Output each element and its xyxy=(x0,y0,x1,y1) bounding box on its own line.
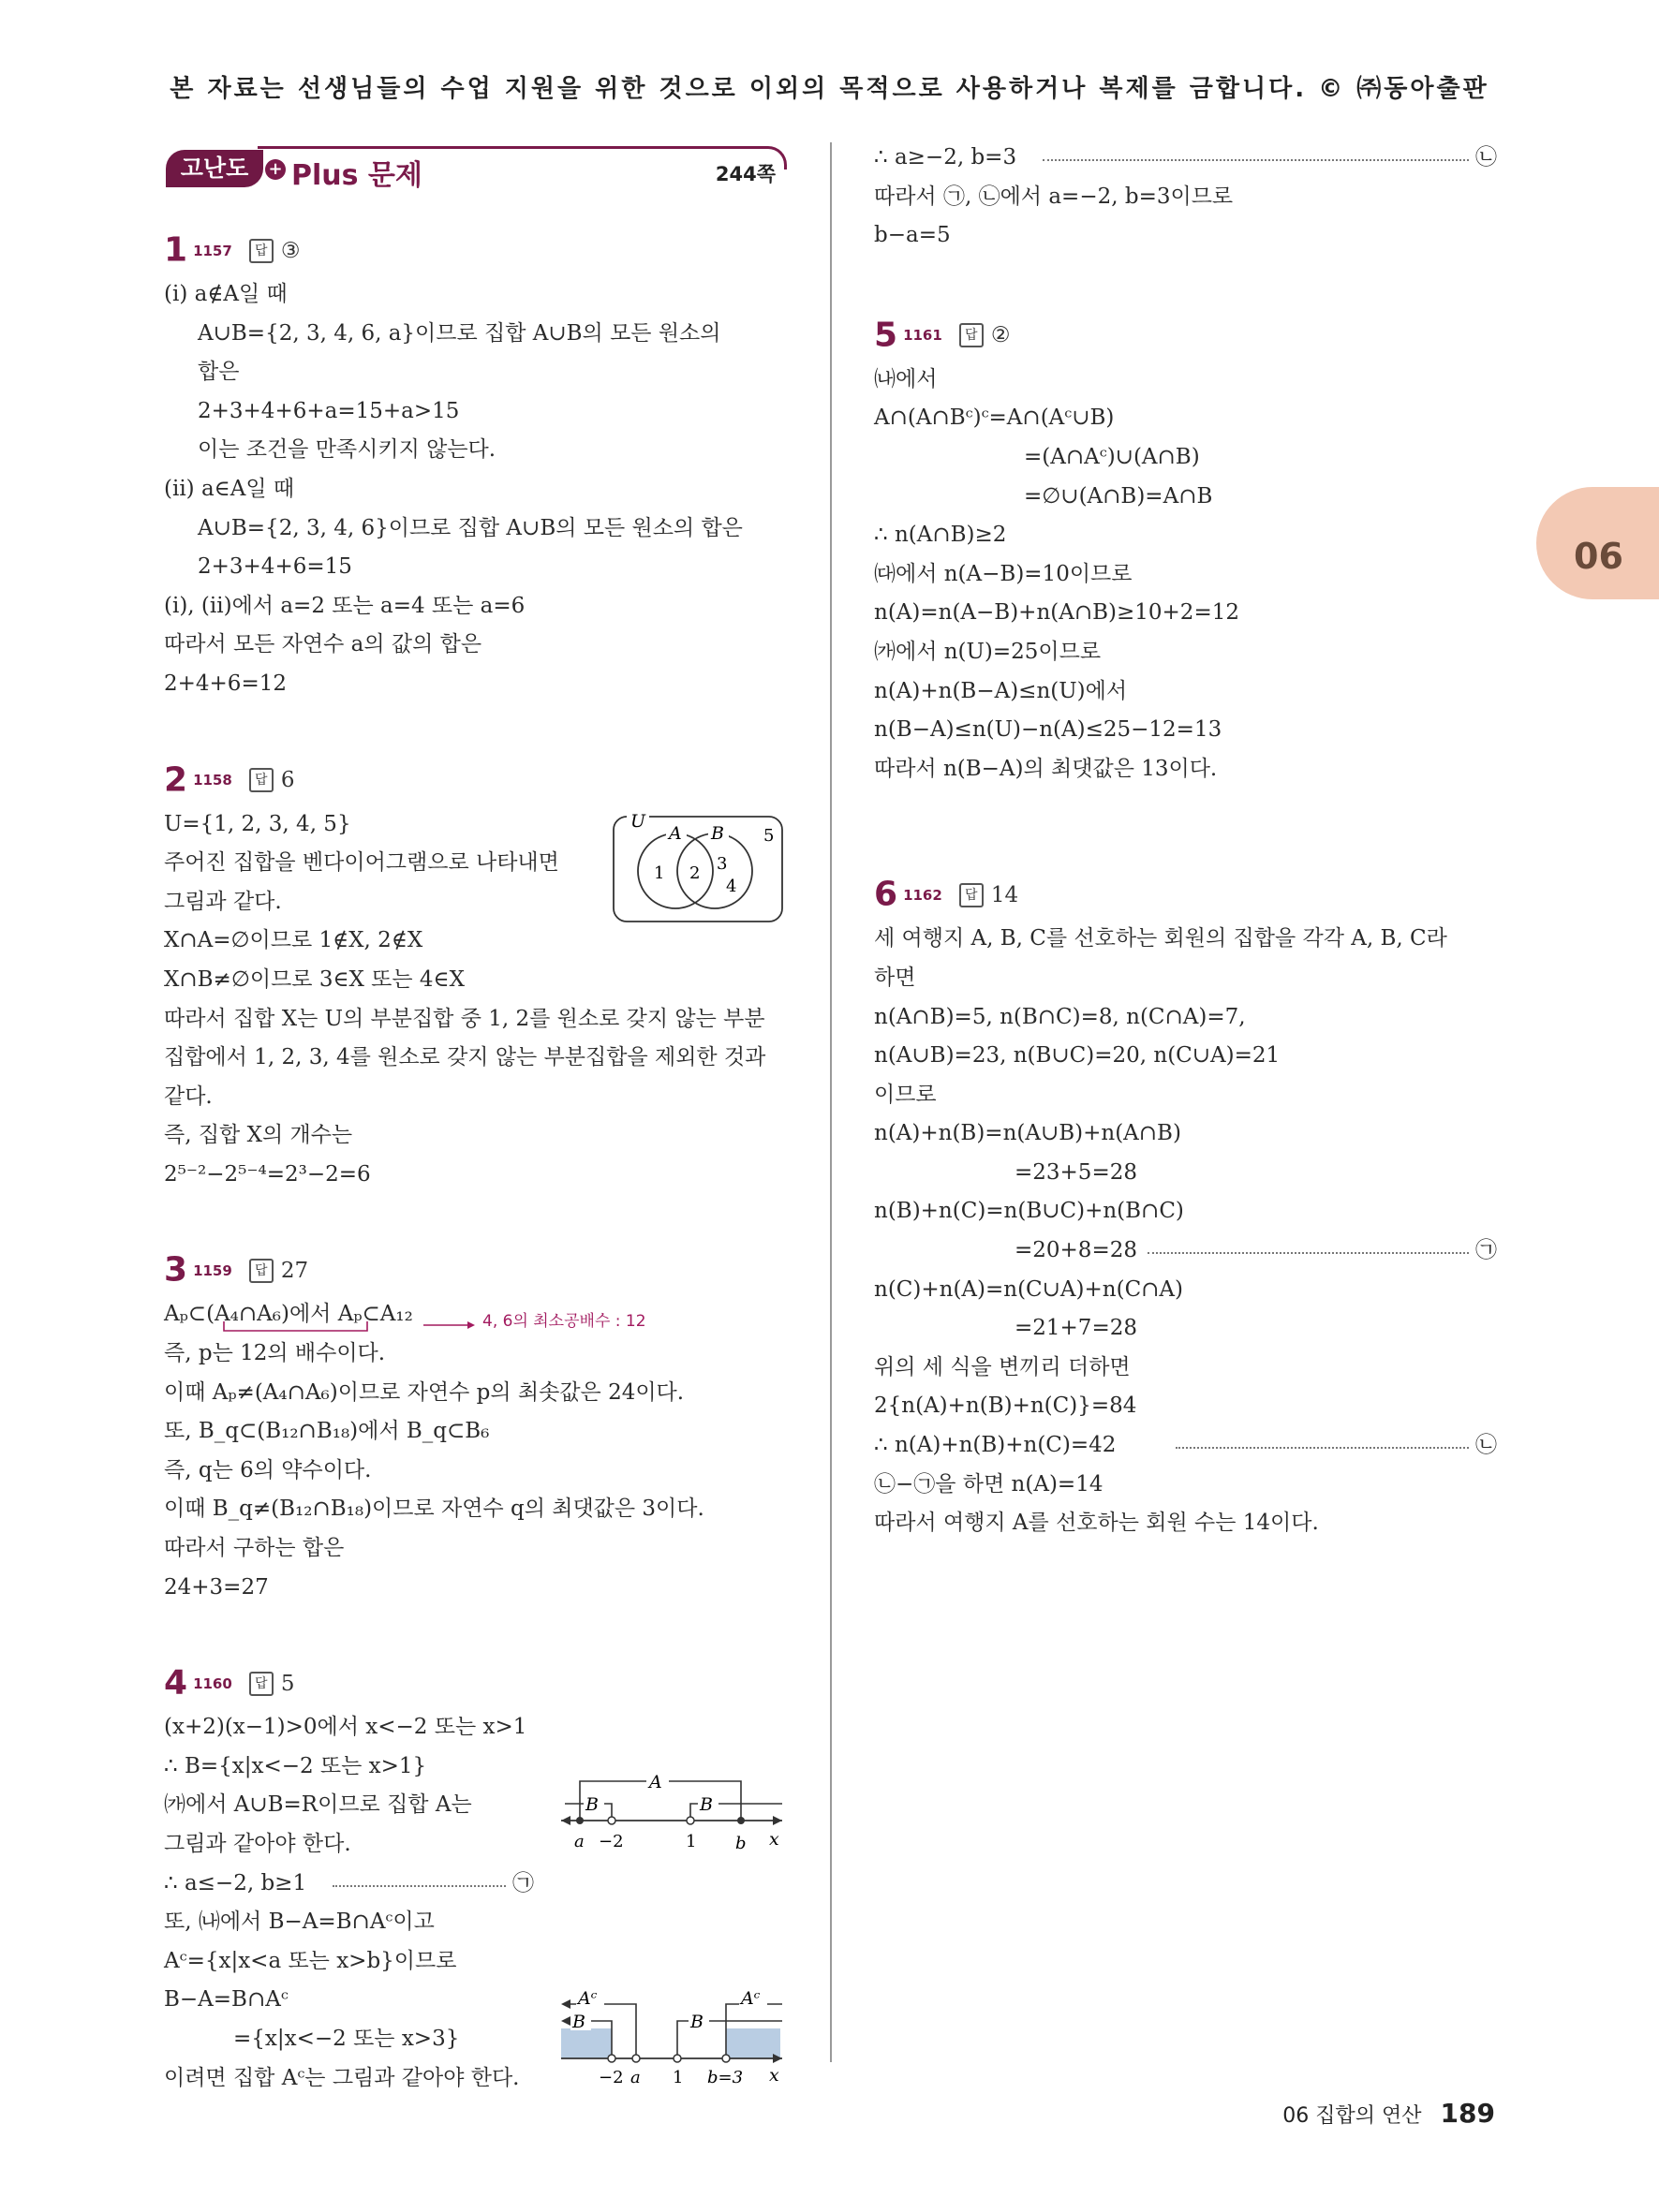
solution-line: 2{n(A)+n(B)+n(C)}=84 xyxy=(874,1394,1137,1419)
leader-dots xyxy=(1148,1252,1469,1254)
solution-line: ∴ a≤−2, b≥1 xyxy=(164,1870,307,1895)
problem-3 xyxy=(164,1246,787,1607)
problem-code: 1161 xyxy=(903,327,942,345)
solution-line: 합은 xyxy=(198,360,240,385)
solution-line: 주어진 집합을 벤다이어그램으로 나타내면 xyxy=(164,850,559,876)
solution-line: =∅∪(A∩B)=A∩B xyxy=(1024,483,1213,509)
solution-line-row xyxy=(164,1865,534,1904)
solution-line: (i) a∉A일 때 xyxy=(164,282,288,306)
solution-line: ㈏에서 xyxy=(874,366,938,391)
answer-icon: 답 xyxy=(959,883,984,907)
solution-line: (x+2)(x−1)>0에서 x<−2 또는 x>1 xyxy=(164,1715,527,1740)
solution-line: 위의 세 식을 변끼리 더하면 xyxy=(874,1354,1131,1379)
problem-answer: 6 xyxy=(280,768,295,793)
solution-line: 따라서 모든 자연수 a의 값의 합은 xyxy=(164,632,482,657)
solution-line: 2⁵⁻²−2⁵⁻⁴=2³−2=6 xyxy=(164,1161,371,1187)
solution-line-row xyxy=(874,1231,1497,1271)
problem-6 xyxy=(874,871,1497,1543)
leader-dots xyxy=(1176,1447,1469,1449)
solution-line: A∪B={2, 3, 4, 6}이므로 집합 A∪B의 모든 원소의 합은 xyxy=(198,515,743,540)
fig-label: B xyxy=(572,2012,585,2033)
annotation-note: 4, 6의 최소공배수 : 12 xyxy=(482,1312,646,1332)
solution-line: n(A)+n(B−A)≤n(U)에서 xyxy=(874,678,1128,703)
fig-axis-label: x xyxy=(769,1829,779,1851)
answer-icon: 답 xyxy=(249,768,274,792)
fig-label: B xyxy=(585,1794,599,1816)
problem-code: 1162 xyxy=(903,886,942,904)
solution-line: ㈎에서 n(U)=25이므로 xyxy=(874,639,1102,664)
chapter-tab xyxy=(1536,487,1659,599)
solution-line: ㈎에서 A∪B=R이므로 집합 A는 xyxy=(164,1792,472,1818)
venn-element: 1 xyxy=(654,863,665,883)
solution-line: U={1, 2, 3, 4, 5} xyxy=(164,811,351,836)
chapter-tab-label: 06 xyxy=(1574,536,1623,577)
solution-line: ㈐에서 n(A−B)=10이므로 xyxy=(874,561,1133,586)
solution-line-row xyxy=(164,1295,787,1335)
solution-line: 세 여행지 A, B, C를 선호하는 회원의 집합을 각각 A, B, C라 xyxy=(874,926,1447,951)
venn-element: 3 xyxy=(717,853,728,874)
solution-line: (i), (ii)에서 a=2 또는 a=4 또는 a=6 xyxy=(164,593,526,618)
problem-number: 1 xyxy=(164,230,188,270)
solution-line: n(B−A)≤n(U)−n(A)≤25−12=13 xyxy=(874,717,1222,743)
solution-line: Aₚ⊂(A₄∩A₆)에서 Aₚ⊂A₁₂ xyxy=(164,1302,413,1327)
problem-code: 1157 xyxy=(193,242,232,259)
solution-line: 이므로 xyxy=(874,1082,937,1107)
solution-line: ㉡−㉠을 하면 n(A)=14 xyxy=(874,1471,1104,1497)
solution-line: 따라서 n(B−A)의 최댓값은 13이다. xyxy=(874,756,1218,781)
solution-line: 즉, p는 12의 배수이다. xyxy=(164,1341,386,1366)
solution-line: =(A∩Aᶜ)∪(A∩B) xyxy=(1024,444,1200,469)
problem-1 xyxy=(164,227,787,704)
solution-line: 또, B_q⊂(B₁₂∩B₁₈)에서 B_q⊂B₆ xyxy=(164,1419,490,1444)
fig-label: B xyxy=(700,1794,713,1816)
plus-icon: + xyxy=(265,159,286,180)
solution-line: n(C)+n(A)=n(C∪A)+n(C∩A) xyxy=(874,1276,1184,1302)
solution-line: A∩(A∩Bᶜ)ᶜ=A∩(Aᶜ∪B) xyxy=(874,406,1115,431)
column-divider xyxy=(830,142,832,2062)
solution-line: X∩B≠∅이므로 3∈X 또는 4∈X xyxy=(164,966,465,992)
solution-line: =20+8=28 xyxy=(1015,1238,1137,1263)
solution-line: =21+7=28 xyxy=(1015,1316,1137,1341)
problem-answer: 5 xyxy=(280,1671,295,1696)
header-title: Plus 문제 xyxy=(291,159,422,192)
fig-tick: −2 xyxy=(599,1832,624,1852)
problem-code: 1158 xyxy=(193,772,232,789)
problem-head xyxy=(164,757,787,804)
problem-head xyxy=(874,312,1497,359)
venn-element: 4 xyxy=(726,876,737,896)
solution-line: 즉, 집합 X의 개수는 xyxy=(164,1123,353,1148)
fig-tick: a xyxy=(574,1832,585,1852)
problem-head xyxy=(164,1246,787,1293)
solution-line: 따라서 여행지 A를 선호하는 회원 수는 14이다. xyxy=(874,1511,1319,1536)
fig-axis-label: x xyxy=(769,2065,779,2087)
solution-line: 이때 Aₚ≠(A₄∩A₆)이므로 자연수 p의 최솟값은 24이다. xyxy=(164,1379,685,1405)
footer-chapter-label: 06 집합의 연산 xyxy=(1282,2104,1422,2128)
leader-dots xyxy=(1043,159,1469,161)
problem-answer: ② xyxy=(990,323,1011,348)
solution-line: 따라서 ㉠, ㉡에서 a=−2, b=3이므로 xyxy=(874,184,1234,209)
problem-2 xyxy=(164,757,787,1195)
venn-label-u: U xyxy=(630,812,646,832)
answer-icon: 답 xyxy=(249,239,274,263)
problem-head xyxy=(164,1659,787,1706)
solution-line: b−a=5 xyxy=(874,223,951,248)
solution-line: 24+3=27 xyxy=(164,1574,269,1600)
problem-number: 6 xyxy=(874,875,898,914)
solution-line: n(A)+n(B)=n(A∪B)+n(A∩B) xyxy=(874,1121,1181,1146)
solution-line: 이려면 집합 Aᶜ는 그림과 같아야 한다. xyxy=(164,2065,520,2090)
answer-icon: 답 xyxy=(249,1259,274,1283)
solution-line: n(A∩B)=5, n(B∩C)=8, n(C∩A)=7, xyxy=(874,1004,1246,1029)
solution-line: 2+4+6=12 xyxy=(164,671,287,696)
number-line-figure-1 xyxy=(557,1762,792,1865)
fig-tick: −2 xyxy=(599,2068,624,2088)
problem-answer: 14 xyxy=(990,882,1019,907)
problem-answer: 27 xyxy=(280,1258,309,1283)
problem-code: 1159 xyxy=(193,1261,232,1279)
problem-number: 3 xyxy=(164,1250,188,1290)
set-a-circle xyxy=(638,833,713,908)
solution-line: 또, ㈏에서 B−A=B∩Aᶜ이고 xyxy=(164,1910,435,1935)
solution-line: (ii) a∈A일 때 xyxy=(164,476,295,501)
fig-label: A xyxy=(649,1772,662,1793)
problem-code: 1160 xyxy=(193,1674,232,1692)
solution-line: ∴ n(A)+n(B)+n(C)=42 xyxy=(874,1433,1117,1458)
problem-number: 5 xyxy=(874,316,898,355)
header-page-ref: 244쪽 xyxy=(715,163,776,185)
problem-4 xyxy=(164,1659,787,2098)
header-badge: 고난도 xyxy=(166,150,263,187)
solution-line: 따라서 집합 X는 U의 부분집합 중 1, 2를 원소로 갖지 않는 부분 xyxy=(164,1006,765,1031)
solution-line: ∴ a≥−2, b=3 xyxy=(874,145,1017,170)
solution-line-row xyxy=(874,1426,1497,1466)
equation-mark: ㉠ xyxy=(512,1870,534,1895)
problem-4-continued xyxy=(874,139,1497,256)
venn-label-a: A xyxy=(669,822,682,844)
problem-answer: ③ xyxy=(280,238,301,263)
page-footer xyxy=(1282,2098,1495,2129)
solution-line: n(A∪B)=23, n(B∪C)=20, n(C∪A)=21 xyxy=(874,1043,1281,1069)
solution-line: B−A=B∩Aᶜ xyxy=(164,1987,289,2013)
answer-icon: 답 xyxy=(249,1672,274,1696)
solution-line: 2+3+4+6=15 xyxy=(198,554,352,580)
problem-head xyxy=(874,871,1497,918)
fig-tick: 1 xyxy=(686,1832,697,1852)
fig-tick: a xyxy=(630,2068,641,2088)
fig-label: Aᶜ xyxy=(741,1988,761,2010)
equation-mark: ㉡ xyxy=(1475,145,1497,170)
venn-element: 2 xyxy=(689,863,701,883)
solution-line: 하면 xyxy=(874,965,916,990)
solution-line: ={x|x<−2 또는 x>3} xyxy=(233,2026,460,2051)
fig-tick: 1 xyxy=(673,2068,684,2088)
solution-line: 따라서 구하는 합은 xyxy=(164,1536,345,1561)
solution-line: n(B)+n(C)=n(B∪C)+n(B∩C) xyxy=(874,1199,1184,1224)
solution-line: 그림과 같다. xyxy=(164,889,282,914)
venn-diagram xyxy=(612,813,786,925)
solution-line: 즉, q는 6의 약수이다. xyxy=(164,1457,372,1482)
fig-tick: b xyxy=(735,1834,747,1854)
page-number: 189 xyxy=(1440,2098,1495,2129)
solution-line: 그림과 같아야 한다. xyxy=(164,1832,351,1856)
problem-5 xyxy=(874,312,1497,789)
equation-mark: ㉡ xyxy=(1475,1433,1497,1458)
solution-line: n(A)=n(A−B)+n(A∩B)≥10+2=12 xyxy=(874,600,1239,626)
solution-line: 이때 B_q≠(B₁₂∩B₁₈)이므로 자연수 q의 최댓값은 3이다. xyxy=(164,1497,704,1522)
venn-label-b: B xyxy=(711,822,724,844)
number-line-figure-2 xyxy=(557,1985,792,2088)
solution-line: X∩A=∅이므로 1∉X, 2∉X xyxy=(164,928,423,953)
fig-tick: b=3 xyxy=(707,2068,744,2088)
left-column xyxy=(164,140,787,2150)
problem-number: 4 xyxy=(164,1663,188,1703)
fig-label: B xyxy=(690,2012,704,2033)
solution-line: 집합에서 1, 2, 3, 4를 원소로 갖지 않는 부분집합을 제외한 것과 xyxy=(164,1045,766,1070)
solution-line: 같다. xyxy=(164,1084,213,1109)
right-column xyxy=(874,139,1497,1596)
solution-line: Aᶜ={x|x<a 또는 x>b}이므로 xyxy=(164,1948,457,1973)
set-b-circle xyxy=(677,833,752,908)
solution-line: =23+5=28 xyxy=(1015,1159,1137,1185)
annotation-bracket xyxy=(222,1321,494,1340)
answer-icon: 답 xyxy=(959,323,984,347)
solution-line: ∴ B={x|x<−2 또는 x>1} xyxy=(164,1753,427,1778)
copyright-notice: 본 자료는 선생님들의 수업 지원을 위한 것으로 이외의 목적으로 사용하거나 복제를 금합니다. © ㈜동아출판 xyxy=(170,75,1489,103)
solution-line: ∴ n(A∩B)≥2 xyxy=(874,523,1007,548)
solution-line-row xyxy=(874,139,1497,178)
solution-line: A∪B={2, 3, 4, 6, a}이므로 집합 A∪B의 모든 원소의 xyxy=(198,320,721,346)
leader-dots xyxy=(333,1885,506,1887)
problem-number: 2 xyxy=(164,760,188,800)
solution-line: 2+3+4+6+a=15+a>15 xyxy=(198,398,460,423)
section-header xyxy=(164,140,787,193)
equation-mark: ㉠ xyxy=(1475,1238,1497,1263)
problem-head xyxy=(164,227,787,273)
venn-element: 5 xyxy=(763,825,775,846)
solution-line: 이는 조건을 만족시키지 않는다. xyxy=(198,437,496,463)
fig-label: Aᶜ xyxy=(578,1988,598,2010)
